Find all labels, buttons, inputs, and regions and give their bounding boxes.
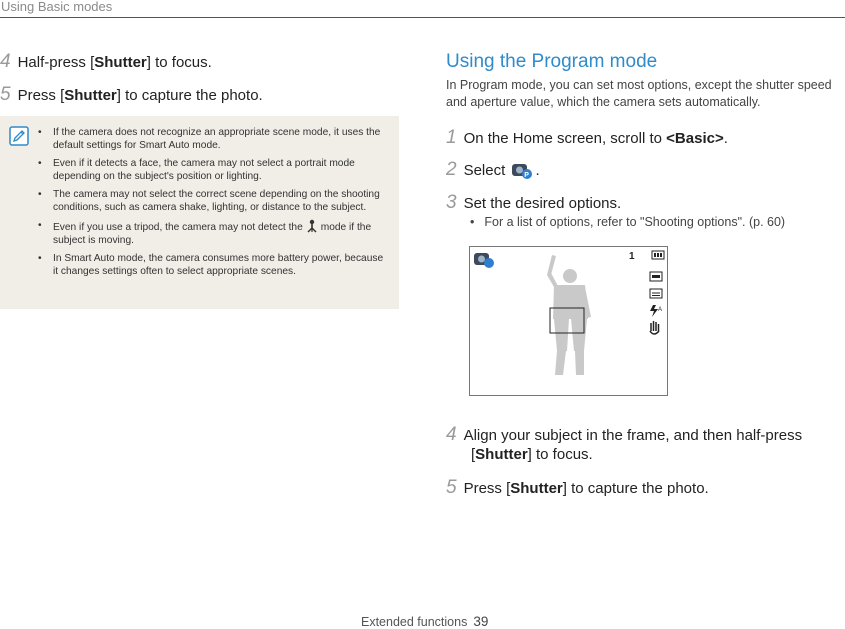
step-text: Press [ — [17, 87, 65, 104]
step-number: 5 — [446, 477, 457, 498]
section-title: Using the Program mode — [446, 51, 658, 72]
step-text: Set the desired options. — [463, 195, 622, 212]
sub-bullet-text: For a list of options, refer to "Shooting options". (p. 60) — [484, 215, 786, 229]
step-text: Half-press [ — [17, 54, 95, 71]
right-step-5 — [446, 477, 709, 499]
viewfinder-screen — [470, 247, 667, 395]
left-step-5 — [0, 84, 263, 106]
step-number: 4 — [446, 424, 457, 445]
step-text: ] to focus. — [146, 54, 212, 71]
photo-size-icon — [650, 272, 662, 281]
flash-icon — [650, 305, 662, 317]
right-step-3 — [446, 192, 621, 214]
step-text: ] to capture the photo. — [116, 87, 263, 104]
step-text: On the Home screen, scroll to — [463, 130, 667, 147]
step-text: Press [ — [463, 480, 511, 497]
step-text: . — [535, 162, 540, 179]
note-item: • If the camera does not recognize an appropriate scene mode, it uses the default settings for Smart Auto mode. — [38, 126, 388, 152]
shutter-key: Shutter — [510, 480, 563, 497]
step-text: [ — [471, 446, 476, 463]
program-mode-icon — [474, 253, 494, 268]
tripod-icon — [305, 219, 319, 233]
right-step-1 — [446, 127, 728, 149]
step-text: ] to focus. — [527, 446, 593, 463]
note-item: • The camera may not select the correct scene depending on the shooting conditions, such as camera shake, lighting, or distance to the subject. — [38, 188, 388, 214]
program-mode-icon — [511, 160, 533, 180]
step-text: ] to capture the photo. — [562, 480, 709, 497]
note-item: • In Smart Auto mode, the camera consumes more battery power, because it changes settings often to select appropriate scenes. — [38, 252, 388, 278]
step-text: Select — [463, 162, 510, 179]
svg-text:P: P — [524, 172, 530, 179]
right-step-4-cont — [471, 446, 593, 463]
note-box — [0, 116, 399, 309]
intro-paragraph: In Program mode, you can set most options, except the shutter speed and aperture value, which the camera sets automatically. — [446, 78, 832, 109]
shutter-key: Shutter — [475, 446, 528, 463]
step-number: 2 — [446, 159, 457, 180]
note-list — [38, 126, 388, 283]
note-item: • Even if it detects a face, the camera may not select a portrait mode depending on the subject's position or lighting. — [38, 157, 388, 183]
svg-text:A: A — [658, 307, 663, 313]
note-item — [38, 219, 388, 247]
battery-icon — [652, 251, 664, 259]
bullet-dot: • — [470, 215, 475, 229]
step-text: . — [723, 130, 728, 147]
memo-pencil-icon — [9, 126, 29, 146]
quality-icon — [650, 289, 662, 298]
step-number: 3 — [446, 192, 457, 213]
shutter-key: Shutter — [64, 87, 117, 104]
page-number: 39 — [473, 614, 489, 629]
step-number: 4 — [0, 51, 11, 72]
page-header — [0, 0, 845, 18]
note-text: mode if the subject is moving. — [53, 222, 372, 246]
note-text: Even if you use a tripod, the camera may not detect the — [53, 222, 303, 233]
shutter-key: Shutter — [94, 54, 147, 71]
left-step-4 — [0, 51, 212, 73]
footer-section: Extended functions — [361, 615, 468, 629]
ois-hand-icon — [650, 321, 659, 334]
step-number: 5 — [0, 84, 11, 105]
shot-count: 1 — [629, 251, 635, 262]
header-title: Using Basic modes — [1, 0, 113, 14]
basic-menu-label: <Basic> — [666, 130, 724, 147]
camera-viewfinder — [469, 246, 668, 396]
step-number: 1 — [446, 127, 457, 148]
right-step-4 — [446, 424, 802, 446]
step-text: Align your subject in the frame, and then half-press — [463, 427, 803, 444]
sub-bullet — [470, 215, 785, 229]
right-step-2 — [446, 159, 540, 181]
